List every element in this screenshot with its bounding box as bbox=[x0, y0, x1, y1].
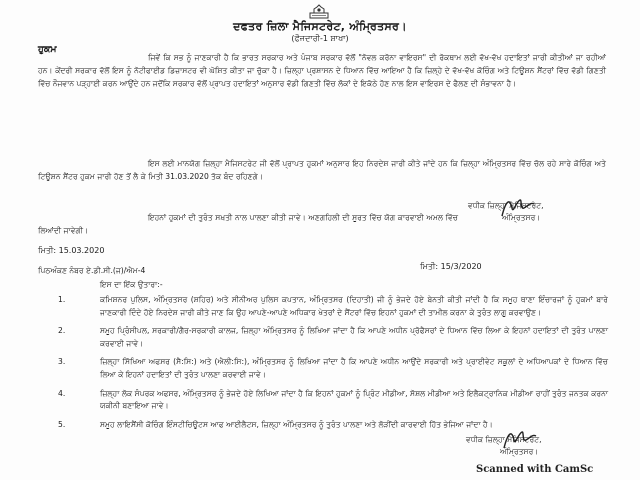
list-item-text: ਸਮੂਹ ਲਾਇਸੈਂਸੀ ਕੋਚਿੰਗ ਇੰਸਟੀਚਿਊਟਸ ਆਫ ਆਈਲੈਟਸ, ਜ਼ਿਲ੍ਹਾ ਅੰਮ੍ਰਿਤਸਰ ਨੂੰ ਤੁਰੰਤ ਪਾਲਣਾ ਅਤੇ ਲੋੜੀਂਦੀ ਕਾਰਵਾਈ ਹਿੱਤ ਭੇਜਿਆ ਜਾਂਦਾ ਹੈ। bbox=[100, 419, 493, 429]
list-item-number: 5. bbox=[58, 419, 66, 429]
paragraph-3: ਇਹਨਾਂ ਹੁਕਮਾਂ ਦੀ ਤੁਰੰਤ ਸਖ਼ਤੀ ਨਾਲ ਪਾਲਣਾ ਕੀਤੀ ਜਾਵੇ। ਅਣਗਹਿਲੀ ਦੀ ਸੂਰਤ ਵਿੱਚ ਯੋਗ ਕਾਰਵਾਈ ਅਮਲ ਵਿੱਚ ਲਿਆਂਦੀ ਜਾਵੇਗੀ। bbox=[38, 213, 458, 235]
list-item bbox=[38, 356, 608, 381]
endorsement-number: ਪਿਠਅੰਕਣ ਨੰਬਰ ਏ.ਡੀ.ਸੀ.(ਜ)/ਐਮ-4 bbox=[38, 266, 146, 275]
list-item-text: ਜ਼ਿਲ੍ਹਾ ਸਿੱਖਿਆ ਅਫਸਰ (ਸੈ:ਸਿ:) ਅਤੇ (ਐਲੀ:ਸਿ:), ਅੰਮ੍ਰਿਤਸਰ ਨੂੰ ਲਿਖਿਆ ਜਾਂਦਾ ਹੈ ਕਿ ਆਪਣੇ ਅਧੀਨ ਆਉਂਦੇ ਸਰਕਾਰੀ ਅਤੇ ਪ੍ਰਾਈਵੇਟ ਸਕੂਲਾਂ ਦੇ ਅਧਿਆਪਕਾਂ ਦੇ ਧਿਆਨ ਵਿੱਚ ਲਿਆ ਕੇ ਇਹਨਾਂ ਹਦਾਇਤਾਂ ਦੀ ਤੁਰੰਤ ਪਾਲਣਾ ਕਰਵਾਈ ਜਾਵੇ। bbox=[100, 357, 608, 379]
list-item-number: 2. bbox=[58, 326, 66, 336]
order-heading: ਹੁਕਮ bbox=[38, 44, 57, 55]
list-item-text: ਕਮਿਸ਼ਨਰ ਪੁਲਿਸ, ਅੰਮ੍ਰਿਤਸਰ (ਸ਼ਹਿਰ) ਅਤੇ ਸੀਨੀਅਰ ਪੁਲਿਸ ਕਪਤਾਨ, ਅੰਮ੍ਰਿਤਸਰ (ਦਿਹਾਤੀ) ਜੀ ਨੂੰ ਭੇਜਦੇ ਹੋਏ ਬੇਨਤੀ ਕੀਤੀ ਜਾਂਦੀ ਹੈ ਕਿ ਸਮੂਹ ਥਾਣਾ ਇੰਚਾਰਜਾਂ ਨੂੰ ਹੁਕਮਾਂ ਬਾਰੇ ਜਾਣਕਾਰੀ ਦਿੰਦੇ ਹੋਏ ਨਿਰਦੇਸ਼ ਜਾਰੀ ਕੀਤੇ ਜਾਣ ਕਿ ਉਹ ਆਪਣੇ-ਆਪਣੇ ਅਧਿਕਾਰ ਖੇਤਰਾਂ ਦੇ ਸੈਂਟਰਾਂ ਵਿੱਚ ਇਹਨਾਂ ਹੁਕਮਾਂ ਦੀ ਤਾਮੀਲ ਕਰਨਾ ਕੇ ਤੁਰੰਤ ਲਾਗੂ ਕਰਵਾਉਣ। bbox=[100, 295, 608, 317]
state-emblem-icon bbox=[308, 4, 330, 20]
paragraph-1: ਜਿਵੇਂ ਕਿ ਸਭ ਨੂੰ ਜਾਣਕਾਰੀ ਹੈ ਕਿ ਭਾਰਤ ਸਰਕਾਰ ਅਤੇ ਪੰਜਾਬ ਸਰਕਾਰ ਵੱਲੋਂ "ਨੋਵਲ ਕਰੋਨਾ ਵਾਇਰਸ" ਦੀ ਰੋਕਥਾਮ ਲਈ ਵੱਖ-ਵੱਖ ਹਦਾਇਤਾਂ ਜਾਰੀ ਕੀਤੀਆਂ ਜਾ ਰਹੀਆਂ ਹਨ। ਕੇਂਦਰੀ ਸਰਕਾਰ ਵੱਲੋਂ ਇਸ ਨੂੰ ਨੋਟੀਫਾਈਡ ਡਿਜ਼ਾਸਟਰ ਵੀ ਘੋਸ਼ਿਤ ਕੀਤਾ ਜਾ ਚੁੱਕਾ ਹੈ। ਜ਼ਿਲ੍ਹਾ ਪ੍ਰਸ਼ਾਸਨ ਦੇ ਧਿਆਨ ਵਿੱਚ ਆਇਆ ਹੈ ਕਿ ਜ਼ਿਲ੍ਹੇ ਦੇ ਵੱਖ-ਵੱਖ ਕੋਚਿੰਗ ਅਤੇ ਟਿਊਸ਼ਨ ਸੈਂਟਰਾਂ ਵਿੱਚ ਵੱਡੀ ਗਿਣਤੀ ਵਿੱਚ ਨੌਜਵਾਨ ਪੜ੍ਹਾਈ ਕਰਨ ਆਉਂਦੇ ਹਨ ਜਦੋਂਕਿ ਸਰਕਾਰ ਵੱਲੋਂ ਪ੍ਰਾਪਤ ਹਦਾਇਤਾਂ ਅਨੁਸਾਰ ਵੱਡੀ ਗਿਣਤੀ ਵਿੱਚ ਲੋਕਾਂ ਦੇ ਇਕੱਠੇ ਹੋਣ ਨਾਲ ਇਸ ਵਾਇਰਸ ਦੇ ਫੈਲਣ ਦੀ ਸੰਭਾਵਨਾ ਹੈ। bbox=[38, 53, 606, 88]
scanner-watermark: Scanned with CamSc bbox=[476, 464, 594, 475]
list-item-number: 3. bbox=[58, 357, 66, 367]
endorsement-date: ਮਿਤੀ: 15/3/2020 bbox=[420, 262, 482, 271]
list-item-text: ਸਮੂਹ ਪ੍ਰਿੰਸੀਪਲ, ਸਰਕਾਰੀ/ਗੈਰ-ਸਰਕਾਰੀ ਕਾਲਜ, ਜ਼ਿਲ੍ਹਾ ਅੰਮ੍ਰਿਤਸਰ ਨੂੰ ਲਿਖਿਆ ਜਾਂਦਾ ਹੈ ਕਿ ਆਪਣੇ ਅਧੀਨ ਪ੍ਰੋਫੈਸਰਾਂ ਦੇ ਧਿਆਨ ਵਿੱਚ ਲਿਆ ਕੇ ਇਹਨਾਂ ਹਦਾਇਤਾਂ ਦੀ ਤੁਰੰਤ ਪਾਲਣਾ ਕਰਵਾਈ ਜਾਵੇ। bbox=[100, 326, 608, 348]
signature-block-1 bbox=[468, 200, 618, 224]
copy-intro: ਇਸ ਦਾ ਇੱਕ ਉਤਾਰਾ:- bbox=[100, 280, 163, 289]
order-date: ਮਿਤੀ: 15.03.2020 bbox=[38, 246, 105, 255]
list-item-text: ਜ਼ਿਲ੍ਹਾ ਲੋਕ ਸੰਪਰਕ ਅਫਸਰ, ਅੰਮ੍ਰਿਤਸਰ ਨੂੰ ਭੇਜਦੇ ਹੋਏ ਲਿਖਿਆ ਜਾਂਦਾ ਹੈ ਕਿ ਇਹਨਾਂ ਹੁਕਮਾਂ ਨੂੰ ਪ੍ਰਿੰਟ ਮੀਡੀਆ, ਸੋਸ਼ਲ ਮੀਡੀਆ ਅਤੇ ਇਲੈਕਟ੍ਰਾਨਿਕ ਮੀਡੀਆ ਰਾਹੀਂ ਤੁਰੰਤ ਜਨਤਕ ਕਰਨਾ ਯਕੀਨੀ ਬਣਾਇਆ ਜਾਵੇ। bbox=[100, 388, 608, 411]
list-item bbox=[38, 294, 608, 319]
signatory-place: ਅੰਮ੍ਰਿਤਸਰ। bbox=[502, 213, 541, 222]
signature-block-2 bbox=[466, 434, 616, 458]
paragraph-2: ਇਸ ਲਈ ਮਾਨਯੋਗ ਜ਼ਿਲ੍ਹਾ ਮੈਜਿਸਟਰੇਟ ਜੀ ਵੱਲੋਂ ਪ੍ਰਾਪਤ ਹੁਕਮਾਂ ਅਨੁਸਾਰ ਇਹ ਨਿਰਦੇਸ਼ ਜਾਰੀ ਕੀਤੇ ਜਾਂਦੇ ਹਨ ਕਿ ਜ਼ਿਲ੍ਹਾ ਅੰਮ੍ਰਿਤਸਰ ਵਿੱਚ ਚੱਲ ਰਹੇ ਸਾਰੇ ਕੋਚਿੰਗ ਅਤੇ ਟਿਊਸ਼ਨ ਸੈਂਟਰ ਹੁਕਮ ਜਾਰੀ ਹੋਣ ਤੋਂ ਲੈ ਕੇ ਮਿਤੀ 31.03.2020 ਤੱਕ ਬੰਦ ਰਹਿਣਗੇ। bbox=[38, 159, 606, 181]
list-item-number: 1. bbox=[58, 295, 66, 304]
list-item bbox=[38, 388, 608, 413]
signatory-designation: ਵਧੀਕ ਜ਼ਿਲ੍ਹਾ ਮੈਜਿਸਟਰੇਟ, bbox=[466, 435, 542, 444]
branch-name: (ਫੌਜਦਾਰੀ-1 ਸ਼ਾਖਾ) bbox=[291, 34, 349, 43]
list-item bbox=[38, 325, 608, 350]
signatory-place: ਅੰਮ੍ਰਿਤਸਰ। bbox=[500, 447, 539, 456]
office-title: ਦਫਤਰ ਜ਼ਿਲਾ ਮੈਜਿਸਟਰੇਟ, ਅੰਮ੍ਰਿਤਸਰ। bbox=[233, 20, 407, 33]
copy-list bbox=[38, 294, 608, 437]
signatory-designation: ਵਧੀਕ ਜ਼ਿਲ੍ਹਾ ਮੈਜਿਸਟਰੇਟ, bbox=[468, 201, 544, 210]
list-item-number: 4. bbox=[58, 388, 66, 398]
